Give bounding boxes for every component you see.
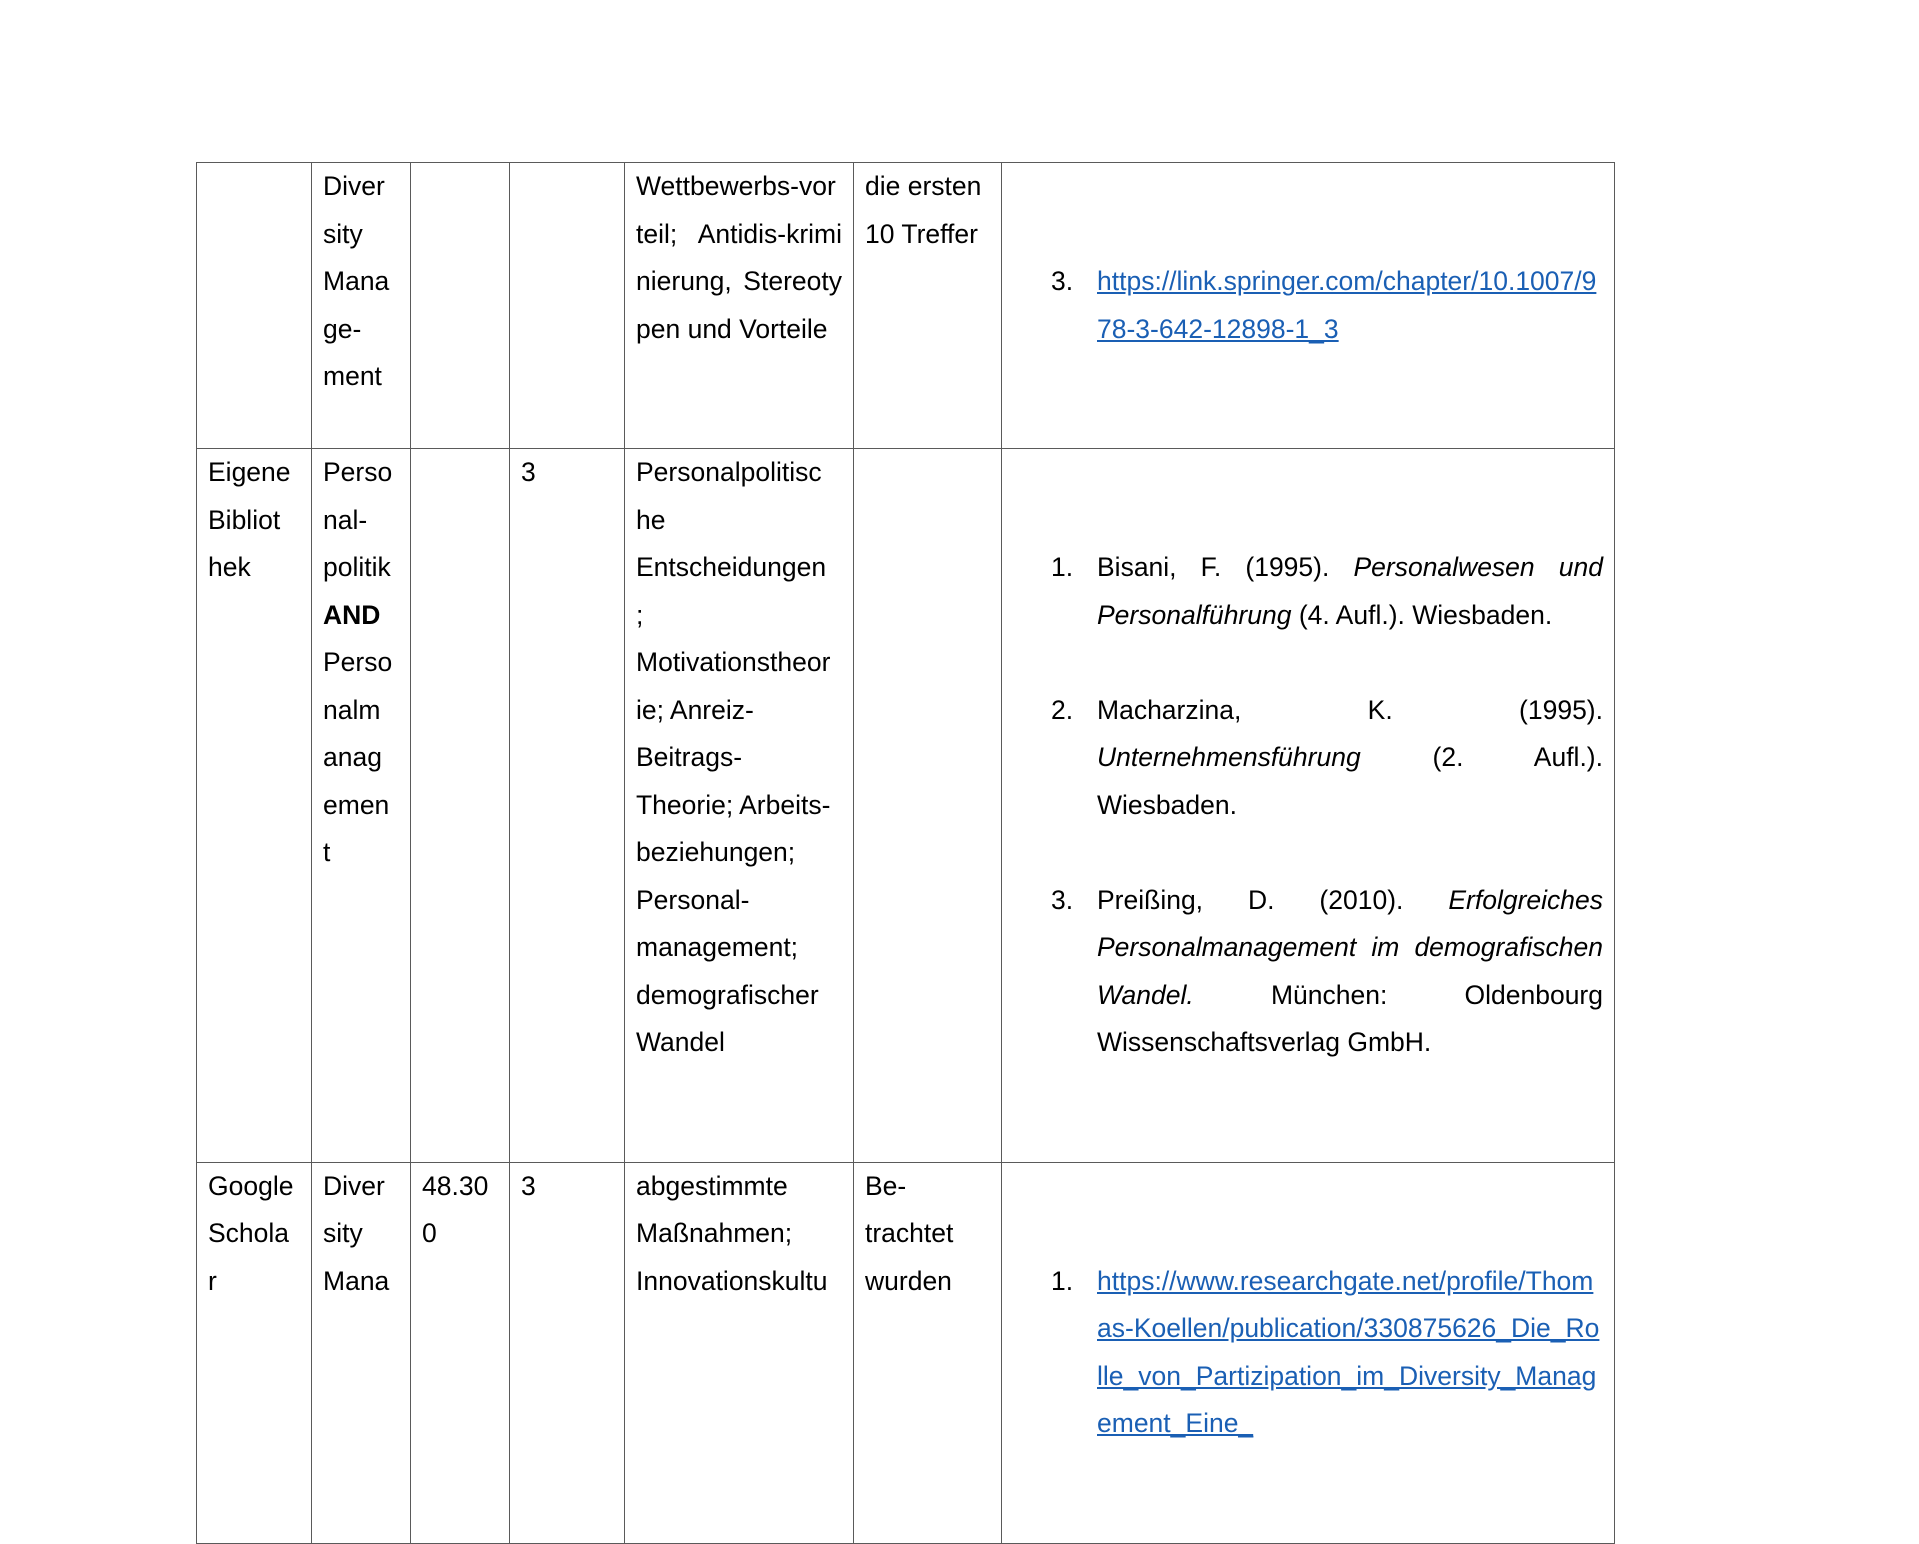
reference-title: Unternehmensführung xyxy=(1097,742,1361,772)
reference-author: Preißing, D. (2010). xyxy=(1097,884,1404,915)
reference-link[interactable]: https://www.researchgate.net/profile/Thomas-Koellen/publication/330875626_Die_Rolle_von_Partizipation_im_Diversity_Management_Eine_ xyxy=(1097,1265,1600,1438)
reference-list xyxy=(1013,1210,1603,1495)
table-row xyxy=(197,449,1615,1163)
reference-author: Bisani, F. (1995). xyxy=(1097,552,1330,582)
reference-title: Erfolgreiches Personalmanagement im demografischen Wandel. xyxy=(1097,884,1603,1010)
search-operator: AND xyxy=(323,599,381,630)
reference-number: 3. xyxy=(1051,884,1074,915)
note-cell: die ersten 10 Treffer xyxy=(854,163,1002,449)
reference-number: 1. xyxy=(1051,552,1074,582)
note-cell: Be- trachtet wurden xyxy=(854,1162,1002,1543)
reference-item xyxy=(1013,877,1603,1067)
table-row xyxy=(197,163,1615,449)
reference-item xyxy=(1013,544,1603,639)
search-term-cell: Diver sity Mana ge- ment xyxy=(312,163,411,449)
source-cell xyxy=(197,163,312,449)
reference-list xyxy=(1013,211,1603,401)
reference-details: (4. Aufl.). Wiesbaden. xyxy=(1298,599,1553,630)
references-cell xyxy=(1002,449,1615,1163)
source-cell: Eigene Bibliot hek xyxy=(197,449,312,1163)
reference-item xyxy=(1013,687,1603,830)
selected-count-cell: 3 xyxy=(510,1162,625,1543)
reference-number: 1. xyxy=(1051,1265,1074,1296)
reference-title: Personalwesen und Personalführung xyxy=(1097,552,1603,630)
note-cell xyxy=(854,449,1002,1163)
keywords-cell: abgestimmte Maßnahmen; Innovationskultu xyxy=(625,1162,854,1543)
reference-details: München: Oldenbourg Wissenschaftsverlag GmbH. xyxy=(1097,979,1603,1057)
hits-cell xyxy=(411,163,510,449)
keywords-cell: Personalpolitisc he Entscheidungen ; Motivationstheor ie; Anreiz- Beitrags- Theorie; Arbeits- beziehungen; Personal- management; demografischer Wandel xyxy=(625,449,854,1163)
reference-details: (2. Aufl.). Wiesbaden. xyxy=(1097,742,1603,820)
hits-cell: 48.30 0 xyxy=(411,1162,510,1543)
keywords-cell: Wettbewerbs-vorteil; Antidis-kriminierung, Stereotypen und Vorteile xyxy=(625,163,854,449)
hits-cell xyxy=(411,449,510,1163)
reference-list xyxy=(1013,497,1603,1115)
literature-search-table xyxy=(196,162,1615,1544)
reference-link[interactable]: https://link.springer.com/chapter/10.1007/978-3-642-12898-1_3 xyxy=(1097,266,1597,344)
reference-item xyxy=(1013,1258,1603,1448)
reference-author: Macharzina, K. (1995). xyxy=(1097,694,1603,725)
search-term-cell: Diver sity Mana xyxy=(312,1162,411,1543)
references-cell xyxy=(1002,1162,1615,1543)
table-row xyxy=(197,1162,1615,1543)
source-cell: Google Schola r xyxy=(197,1162,312,1543)
search-term-cell: Perso nal- politik AND Perso nalm anag emen t xyxy=(312,449,411,1163)
selected-count-cell xyxy=(510,163,625,449)
references-cell xyxy=(1002,163,1615,449)
selected-count-cell: 3 xyxy=(510,449,625,1163)
reference-number: 3. xyxy=(1051,266,1074,296)
reference-number: 2. xyxy=(1051,694,1074,725)
reference-item xyxy=(1013,258,1603,353)
